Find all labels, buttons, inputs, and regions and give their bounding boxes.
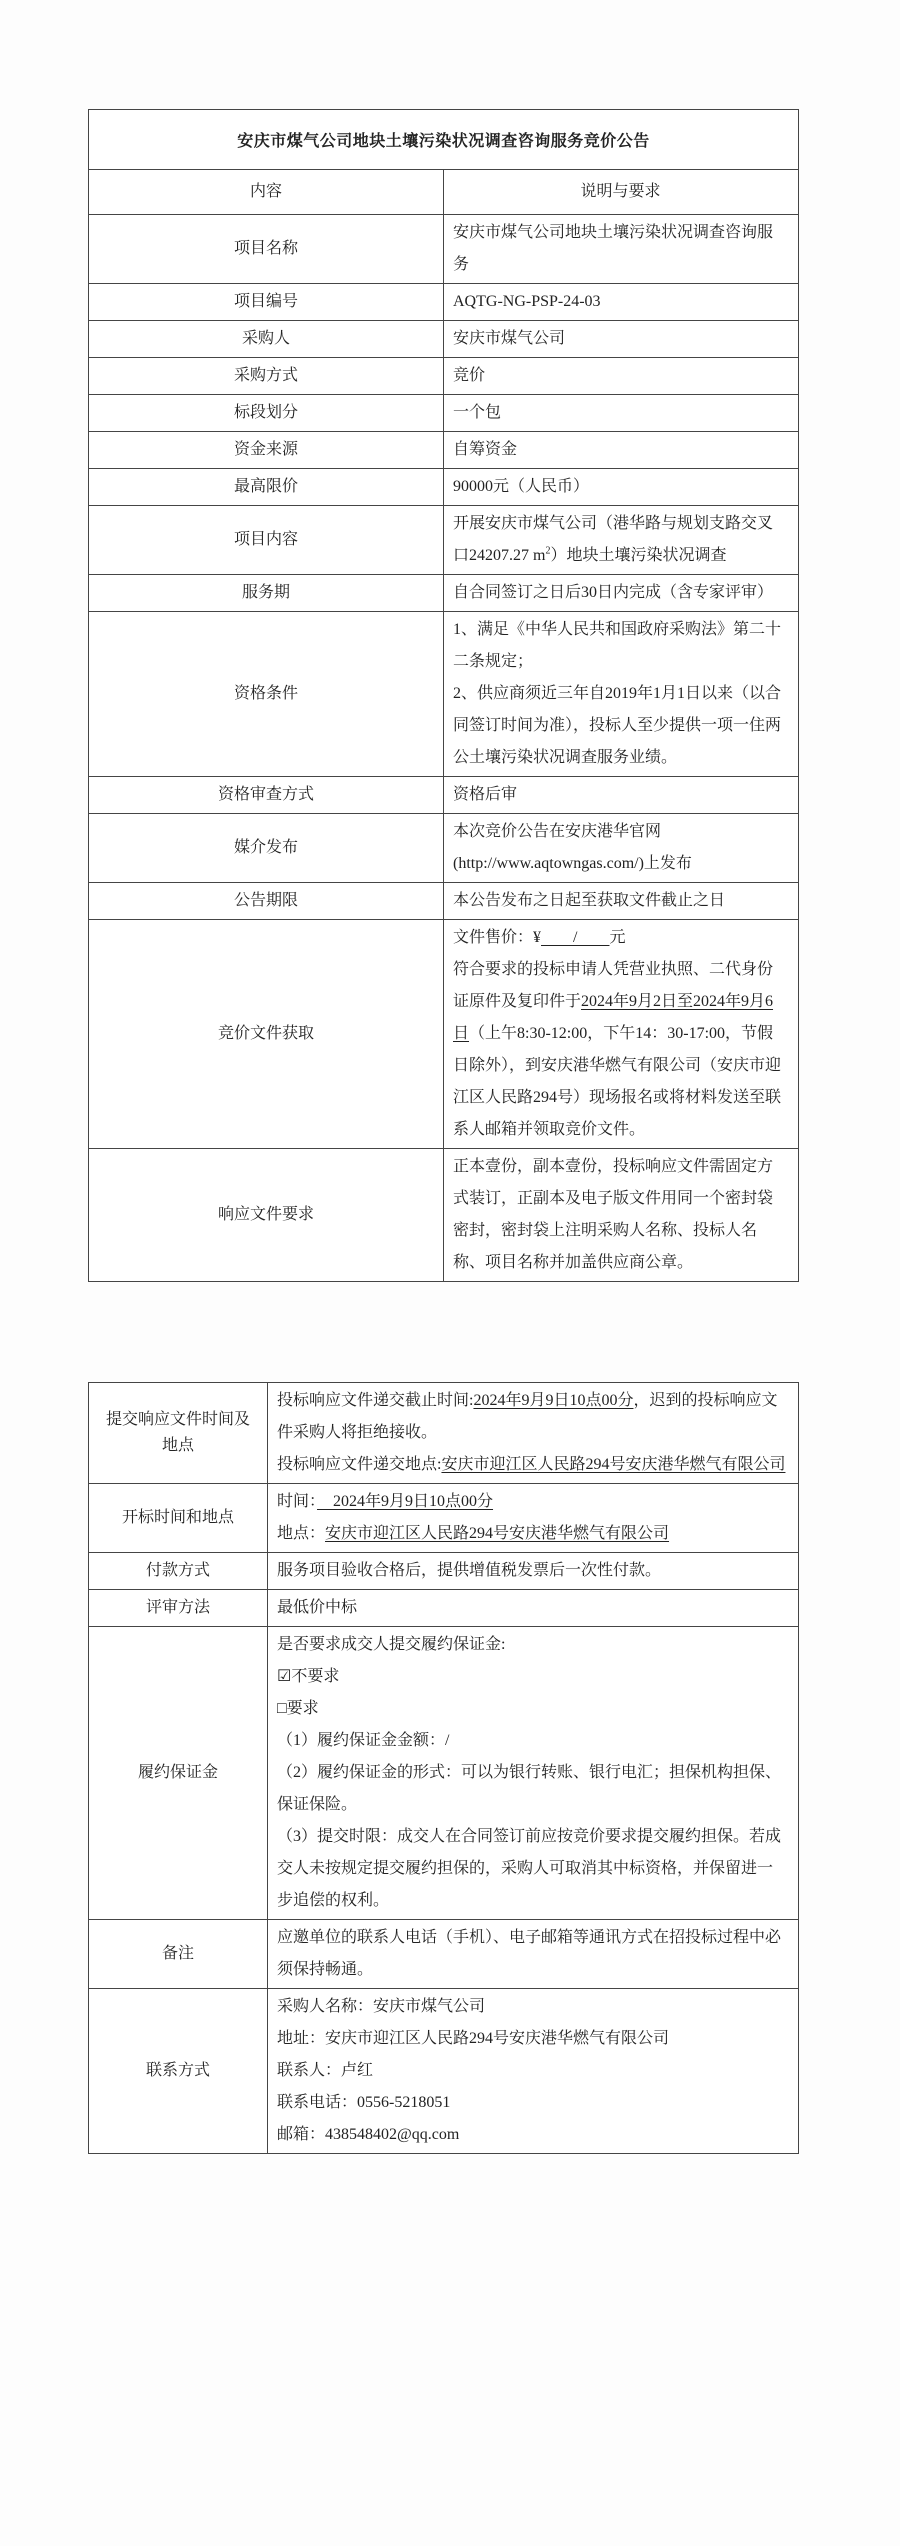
table-row <box>89 1920 799 1989</box>
table-row <box>89 469 799 506</box>
text-segment: 竞价 <box>453 367 486 384</box>
value-paragraph <box>277 1821 788 1917</box>
text-segment: 资格后审 <box>453 786 518 803</box>
text-segment: 地点： <box>277 1525 326 1542</box>
row-label: 采购人 <box>89 321 444 358</box>
text-segment: 地址：安庆市迎江区人民路294号安庆港华燃气有限公司 <box>277 2030 670 2047</box>
row-value <box>268 1484 799 1553</box>
row-label: 媒介发布 <box>89 814 444 883</box>
row-label: 最高限价 <box>89 469 444 506</box>
row-value <box>444 920 799 1149</box>
row-value <box>268 1920 799 1989</box>
value-paragraph <box>453 397 788 429</box>
row-label: 付款方式 <box>89 1553 268 1590</box>
text-segment: 安庆市迎江区人民路294号安庆港华燃气有限公司 <box>325 1525 670 1542</box>
document-title: 安庆市煤气公司地块土壤污染状况调查咨询服务竞价公告 <box>89 110 799 170</box>
text-segment: 服务项目验收合格后，提供增值税发票后一次性付款。 <box>277 1562 662 1579</box>
text-segment: 安庆市迎江区人民路294号安庆港华燃气有限公司 <box>441 1456 786 1473</box>
table-row <box>89 395 799 432</box>
table-row <box>89 883 799 920</box>
table-row <box>89 1590 799 1627</box>
text-segment: 2、供应商须近三年自2019年1月1日以来（以合同签订时间为准），投标人至少提供一项一住两公土壤污染状况调查服务业绩。 <box>453 685 782 766</box>
text-segment: AQTG-NG-PSP-24-03 <box>453 293 601 310</box>
value-paragraph <box>453 885 788 917</box>
header-label: 内容 <box>89 170 444 215</box>
row-label: 公告期限 <box>89 883 444 920</box>
table-row <box>89 432 799 469</box>
table-row <box>89 1553 799 1590</box>
row-label: 响应文件要求 <box>89 1149 444 1282</box>
row-label: 资格条件 <box>89 612 444 777</box>
text-segment: 本次竞价公告在安庆港华官网(http://www.aqtowngas.com/)上发布 <box>453 823 692 872</box>
text-segment: 符合要求的投标申请人凭营业执照、二代身份证原件及复印件于 <box>453 961 774 1010</box>
row-label: 采购方式 <box>89 358 444 395</box>
value-paragraph <box>453 577 788 609</box>
row-label: 提交响应文件时间及地点 <box>89 1383 268 1484</box>
text-segment: 不要求 <box>291 1668 340 1685</box>
table-row <box>89 1484 799 1553</box>
value-paragraph <box>453 922 788 954</box>
table-title-row <box>89 110 799 170</box>
submission-table <box>88 1382 799 2154</box>
table-row <box>89 920 799 1149</box>
checkbox-checked-icon: ☑ <box>277 1668 292 1685</box>
text-segment: 时间： <box>277 1493 318 1510</box>
value-paragraph <box>453 434 788 466</box>
row-value <box>268 1553 799 1590</box>
text-segment: 联系人：卢红 <box>277 2062 374 2079</box>
value-paragraph <box>277 1555 788 1587</box>
value-paragraph <box>453 217 788 281</box>
table-row <box>89 1149 799 1282</box>
text-segment: 开展安庆市煤气公司（港华路与规划支路交叉口24207.27 m <box>453 515 774 564</box>
value-paragraph <box>277 1693 788 1725</box>
value-paragraph <box>277 2055 788 2087</box>
table-row <box>89 814 799 883</box>
row-label: 竞价文件获取 <box>89 920 444 1149</box>
table-row <box>89 777 799 814</box>
value-paragraph <box>277 1592 788 1624</box>
row-label: 联系方式 <box>89 1989 268 2154</box>
value-paragraph <box>277 1661 788 1693</box>
row-value <box>444 432 799 469</box>
row-value <box>444 1149 799 1282</box>
value-paragraph <box>277 1449 788 1481</box>
text-segment: （2）履约保证金的形式：可以为银行转账、银行电汇；担保机构担保、保证保险。 <box>277 1764 782 1813</box>
value-paragraph <box>277 2119 788 2151</box>
text-segment: 2024年9月9日10点00分 <box>473 1392 634 1409</box>
row-label: 资格审查方式 <box>89 777 444 814</box>
text-segment: 邮箱：438548402@qq.com <box>277 2126 460 2143</box>
table-header-row <box>89 170 799 215</box>
text-segment: 2024年9月2日至2024年9月6日 <box>453 993 774 1042</box>
row-value <box>268 1383 799 1484</box>
table-row <box>89 575 799 612</box>
value-paragraph <box>453 816 788 880</box>
row-label: 履约保证金 <box>89 1627 268 1920</box>
text-segment: （上午8:30-12:00，下午14：30-17:00，节假日除外），到安庆港华燃气有限公司（安庆市迎江区人民路294号）现场报名或将材料发送至联系人邮箱并领取竞价文件。 <box>453 1025 782 1138</box>
value-paragraph <box>453 614 788 678</box>
value-paragraph <box>453 323 788 355</box>
text-segment: 文件售价：¥ <box>453 929 542 946</box>
table-row <box>89 358 799 395</box>
text-segment: 2024年9月9日10点00分 <box>317 1493 494 1510</box>
row-value <box>444 814 799 883</box>
value-paragraph <box>277 1518 788 1550</box>
value-paragraph <box>453 954 788 1146</box>
row-label: 备注 <box>89 1920 268 1989</box>
table-row <box>89 215 799 284</box>
row-label: 评审方法 <box>89 1590 268 1627</box>
row-label: 资金来源 <box>89 432 444 469</box>
value-paragraph <box>277 1725 788 1757</box>
table-row <box>89 321 799 358</box>
checkbox-unchecked-icon: □ <box>277 1700 287 1717</box>
header-value: 说明与要求 <box>444 170 799 215</box>
value-paragraph <box>277 1922 788 1986</box>
value-paragraph <box>277 1757 788 1821</box>
text-segment: 1、满足《中华人民共和国政府采购法》第二十二条规定； <box>453 621 782 670</box>
row-value <box>444 469 799 506</box>
table-row <box>89 1383 799 1484</box>
table-row <box>89 284 799 321</box>
row-value <box>444 358 799 395</box>
text-segment: 元 <box>609 929 626 946</box>
table-row <box>89 506 799 575</box>
text-segment: / <box>541 929 610 946</box>
row-label: 服务期 <box>89 575 444 612</box>
text-segment: 自筹资金 <box>453 441 518 458</box>
row-label: 项目名称 <box>89 215 444 284</box>
value-paragraph <box>453 360 788 392</box>
text-segment: ，迟到的投标响应文件采购人将拒绝接收。 <box>277 1392 778 1441</box>
text-segment: 90000元（人民币） <box>453 478 590 495</box>
text-segment: 自合同签订之日后30日内完成（含专家评审） <box>453 584 774 601</box>
row-value <box>444 284 799 321</box>
text-segment: 采购人名称：安庆市煤气公司 <box>277 1998 486 2015</box>
value-paragraph <box>453 678 788 774</box>
value-paragraph <box>453 1151 788 1279</box>
text-segment: 要求 <box>286 1700 319 1717</box>
value-paragraph <box>453 286 788 318</box>
value-paragraph <box>277 2087 788 2119</box>
row-value <box>268 1590 799 1627</box>
text-segment: 投标响应文件递交地点: <box>277 1456 442 1473</box>
row-value <box>268 1627 799 1920</box>
value-paragraph <box>277 1629 788 1661</box>
row-label: 项目内容 <box>89 506 444 575</box>
value-paragraph <box>277 1991 788 2023</box>
row-value <box>444 395 799 432</box>
table-row <box>89 612 799 777</box>
text-segment: 应邀单位的联系人电话（手机）、电子邮箱等通讯方式在招投标过程中必须保持畅通。 <box>277 1929 782 1978</box>
text-segment: 最低价中标 <box>277 1599 358 1616</box>
row-value <box>268 1989 799 2154</box>
row-value <box>444 612 799 777</box>
text-segment: 联系电话：0556-5218051 <box>277 2094 451 2111</box>
row-label: 开标时间和地点 <box>89 1484 268 1553</box>
row-label: 项目编号 <box>89 284 444 321</box>
text-segment: 安庆市煤气公司 <box>453 330 566 347</box>
row-value <box>444 321 799 358</box>
text-segment: 一个包 <box>453 404 502 421</box>
row-value <box>444 883 799 920</box>
value-paragraph <box>453 508 788 572</box>
value-paragraph <box>277 2023 788 2055</box>
text-segment: 安庆市煤气公司地块土壤污染状况调查咨询服务 <box>453 224 774 273</box>
row-label: 标段划分 <box>89 395 444 432</box>
text-segment: 2 <box>545 545 551 557</box>
text-segment: （1）履约保证金金额：/ <box>277 1732 450 1749</box>
row-value <box>444 777 799 814</box>
text-segment: 正本壹份，副本壹份，投标响应文件需固定方式装订，正副本及电子版文件用同一个密封袋密封，密封袋上注明采购人名称、投标人名称、项目名称并加盖供应商公章。 <box>453 1158 774 1271</box>
text-segment: 本公告发布之日起至获取文件截止之日 <box>453 892 726 909</box>
table-row <box>89 1627 799 1920</box>
row-value <box>444 215 799 284</box>
value-paragraph <box>277 1486 788 1518</box>
value-paragraph <box>453 779 788 811</box>
row-value <box>444 506 799 575</box>
table-row <box>89 1989 799 2154</box>
text-segment: ）地块土壤污染状况调查 <box>550 547 727 564</box>
value-paragraph <box>453 471 788 503</box>
row-value <box>444 575 799 612</box>
text-segment: （3）提交时限：成交人在合同签订前应按竞价要求提交履约担保。若成交人未按规定提交履约担保的，采购人可取消其中标资格，并保留进一步追偿的权利。 <box>277 1828 782 1909</box>
value-paragraph <box>277 1385 788 1449</box>
text-segment: 是否要求成交人提交履约保证金: <box>277 1636 506 1653</box>
announcement-table <box>88 109 799 1282</box>
text-segment: 投标响应文件递交截止时间: <box>277 1392 474 1409</box>
